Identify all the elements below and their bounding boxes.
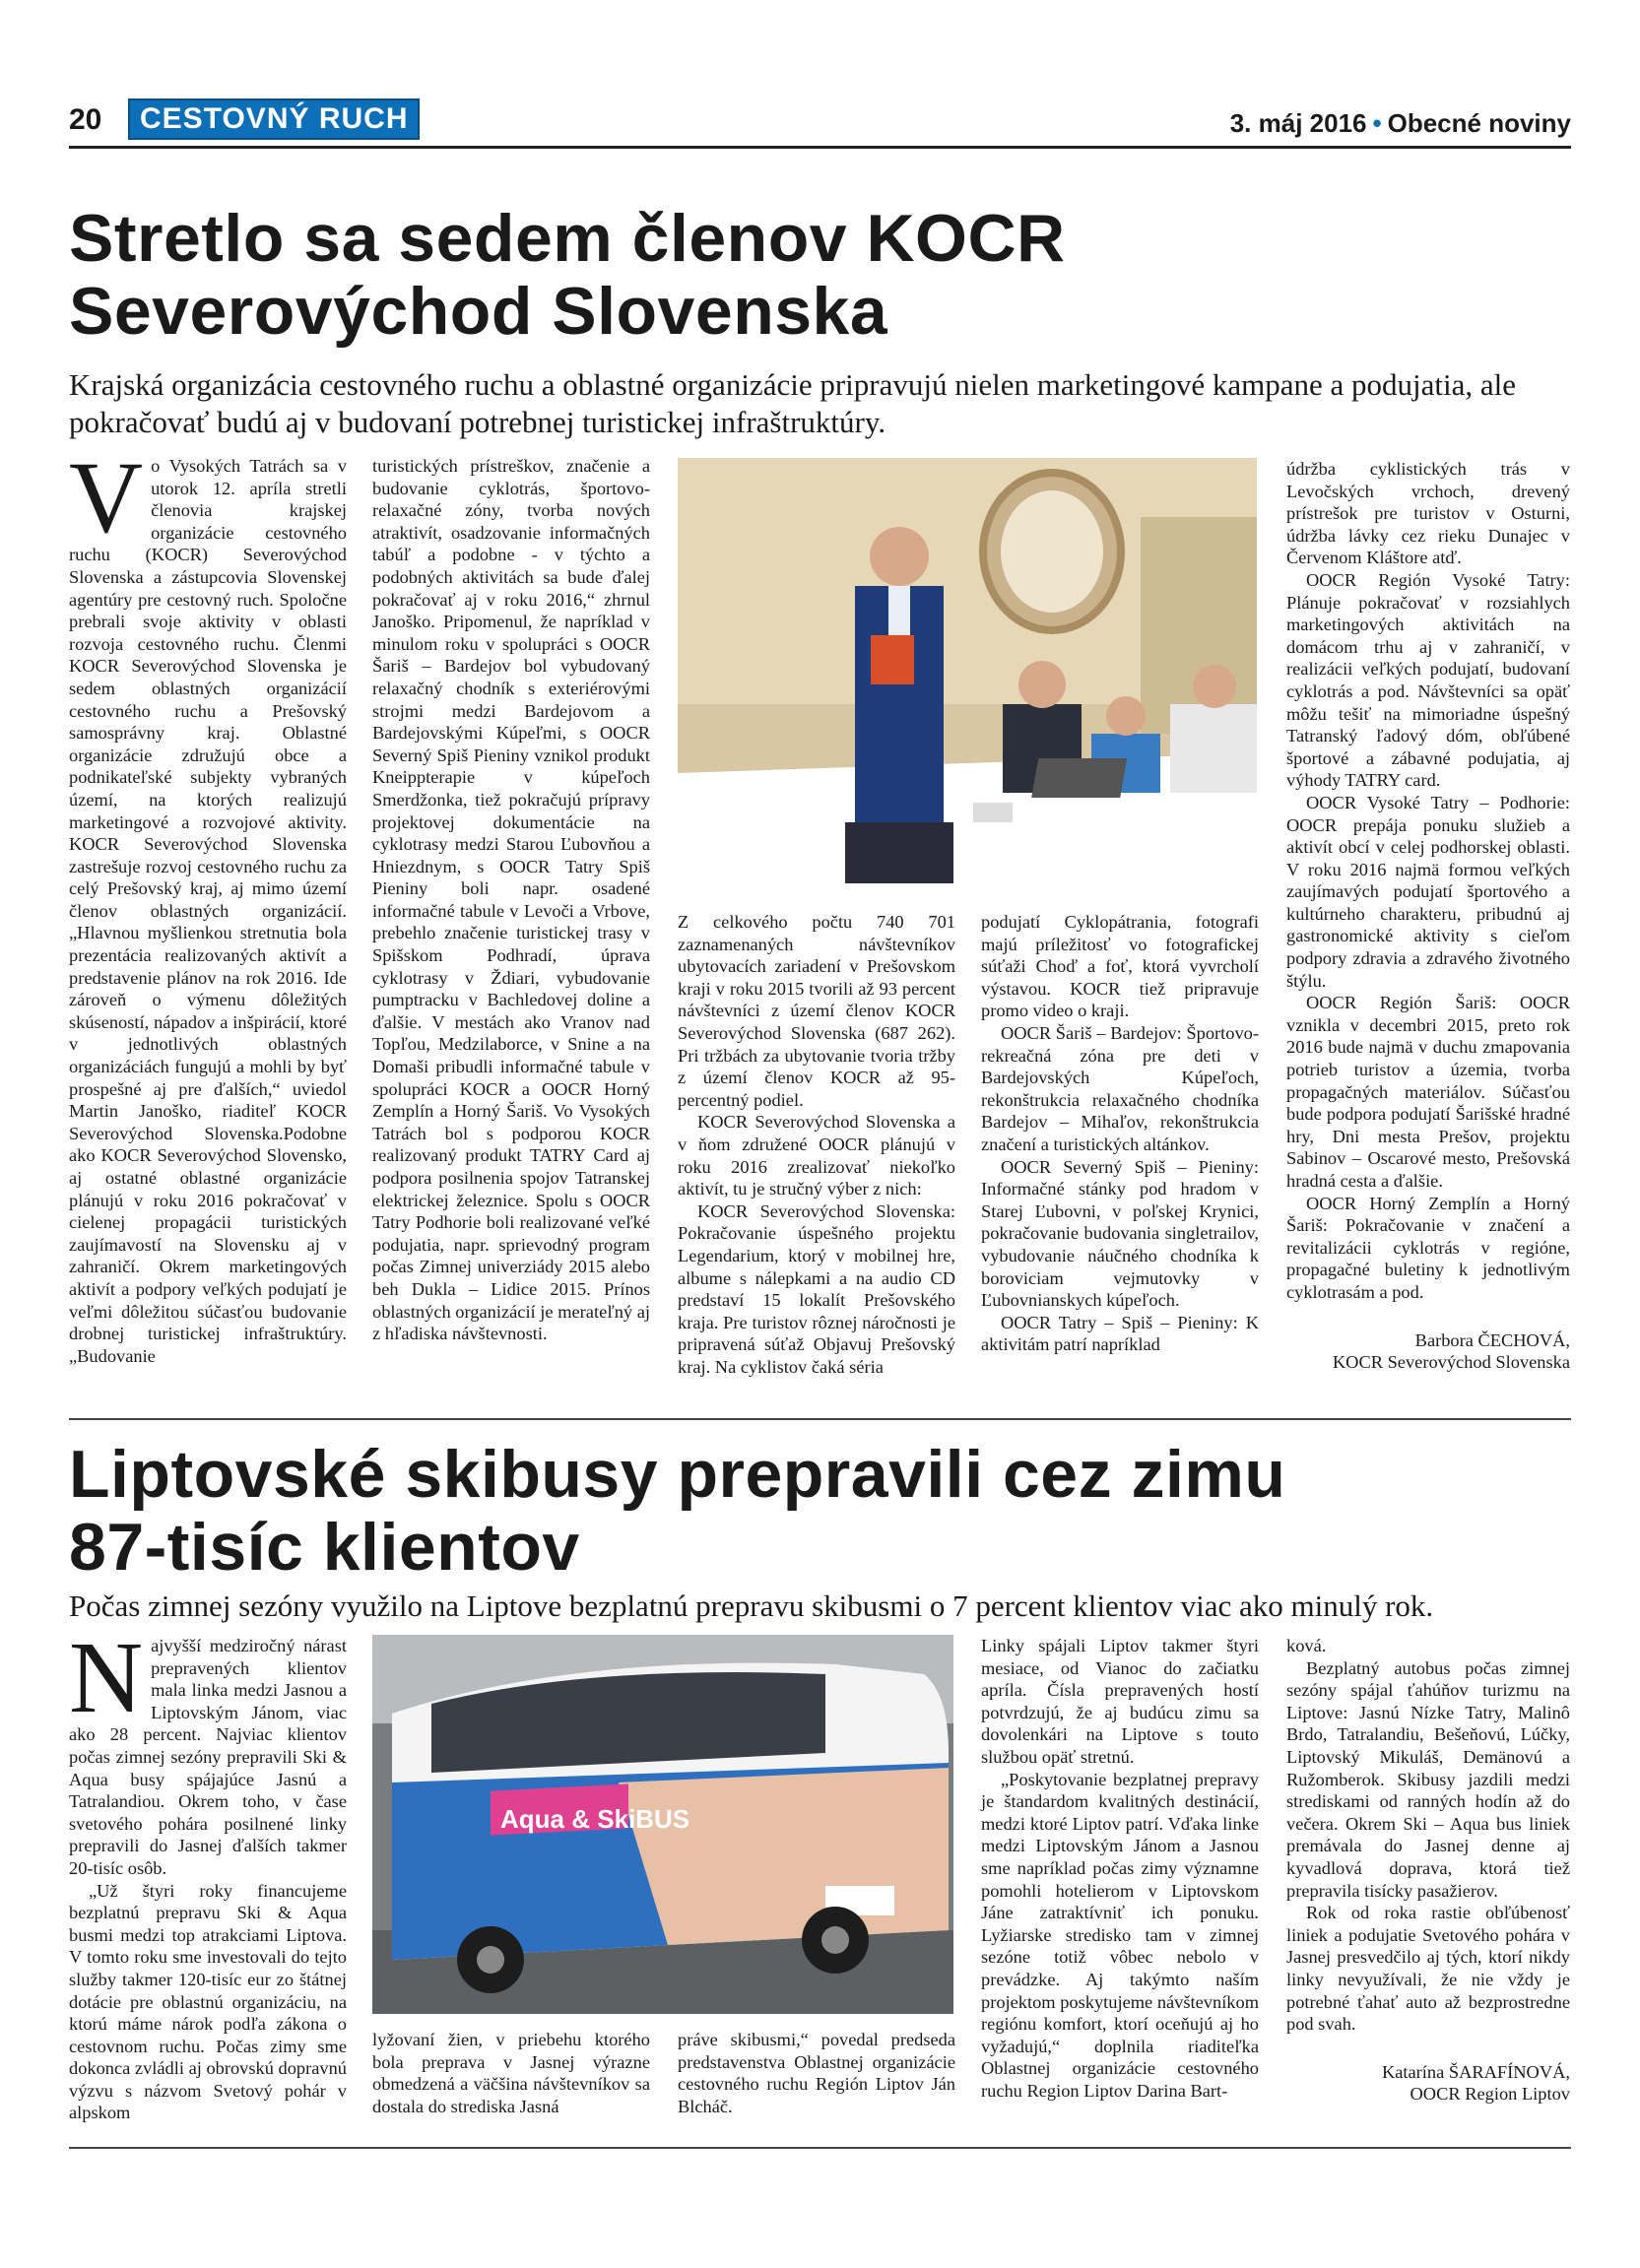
skibus-photo (372, 1635, 953, 2014)
dateline (1230, 108, 1571, 139)
paragraph: KOCR Severovýchod Slovenska: Pokračovanie úspešného projektu Legendarium, ktorý v mobilnej hre, albume s nálepkami a na audio CD predstaví 15 lokalít Prešovského kraja. Pre turistov rôznej náročnosti je pripravená súťaž Objavuj Prešovský kraj. Na cyklistov čaká séria (678, 1200, 955, 1377)
paragraph: OOCR Región Vysoké Tatry: Plánuje pokračovať v rozsiahlych marketingových aktivitách na domácom trhu aj v zahraničí, v realizácii veľkých podujatí, budovaní cyklotrás a pod. Návštevníci sa opäť môžu tešiť na mimoriadne úspešný Tatranský ľadový dóm, obľúbené športové a zábavné podujatia, aj výhody TATRY card. (1286, 569, 1570, 791)
paragraph: „Poskytovanie bezplatnej prepravy je štandardom kvalitných destinácií, medzi ktoré Liptov patrí. Vďaka linke medzi Liptovským Jánom a Jasnou sme napríklad počas zimy významne pomohli hotelierom v Liptovskom Jáne zatraktívniť ich ponuku. Lyžiarske stredisko tam v zimnej sezóne totiž vôbec nebolo v prevádzke. Aj takýmto naším projektom poskytujeme návštevníkom regiónu komfort, ktorí oceňujú aj ho vyžadujú,“ doplnila riaditeľka Oblastnej organizácie cestovného ruchu Region Liptov Darina Bart- (981, 1769, 1259, 2101)
header-rule (69, 146, 1571, 149)
article1-lead: Krajská organizácia cestovného ruchu a oblastné organizácie pripravujú nielen marketingové kampane a podujatia, ale pokračovať budú aj v budovaní potrebnej turistickej infraštruktúry. (69, 367, 1517, 439)
article1-headline (69, 202, 1571, 348)
issue-date: 3. máj 2016 (1229, 108, 1367, 138)
article2-headline (69, 1438, 1571, 1584)
paragraph: podujatí Cyklopátrania, fotografi majú príležitosť vo fotografickej súťaži Choď a foť, ktorá vyvrcholí výstavou. KOCR tiež pripravuje promo video o kraji. (981, 912, 1259, 1021)
meeting-illustration (678, 458, 1257, 883)
article1-column-5 (1286, 458, 1570, 1374)
column-paragraphs (678, 911, 955, 1378)
article1-author: Barbora ČECHOVÁ, (1414, 1329, 1570, 1350)
paragraph: OOCR Vysoké Tatry – Podhorie: OOCR prepája ponuku služieb a aktivít obcí v celej podhorskej oblasti. V roku 2016 najmä formou veľkých zaujímavých podujatí športového a kultúrneho charakteru, pribudnú aj gastronomické aktivity s cieľom podpory zdravia a zdravého životného štýlu. (1286, 792, 1570, 991)
column-text: o Vysokých Tatrách sa v utorok 12. apríla stretli členovia krajskej organizácie cestovného ruchu (KOCR) Severovýchod Slovenska a zástupcovia Slovenskej agentúry pre cestovný ruch. Spoločne prebrali svoje aktivity v oblasti rozvoja cestovného ruchu. Členmi KOCR Severovýchod Slovenska je sedem oblastných organizácií cestovného ruchu a Prešovský samosprávny kraj. Oblastné organizácie združujú obce a podnikateľské subjekty vybraných území, na ktorých realizujú marketingové a rozvojové aktivity. KOCR Severovýchod Slovenska zastrešuje rozvoj cestovného ruchu za celý Prešovský kraj, aj mimo území členov oblastných organizácií. „Hlavnou myšlienkou stretnutia bola prezentácia realizovaných aktivít a predstavenie plánov na rok 2016. Ide zároveň o výmenu dôležitých skúseností, nápadov a inšpirácií, ktoré v jednotlivých oblastných organizáciách fungujú a mohli by byť prospešné aj pre ďalších,“ uviedol Martin Janoško, riaditeľ KOCR Severovýchod Slovenska.Podobne ako KOCR Severovýchod Slovensko, aj ostatné oblastné organizácie plánujú v roku 2016 pokračovať v cielenej propagácii turistických zaujímavostí na Slovensku aj v zahraničí. Okrem marketingových aktivít a podpory veľkých podujatí je veľmi dôležitou súčasťou budovanie drobnej turistickej infraštruktúry. „Budovanie (69, 456, 347, 1366)
article1-column-1 (69, 441, 347, 1367)
article2-author-org: OOCR Region Liptov (1410, 2084, 1570, 2105)
article2-column-1 (69, 1621, 347, 2124)
dropcap: N (69, 1621, 144, 1734)
article2-author: Katarína ŠARAFÍNOVÁ, (1381, 2061, 1570, 2082)
paragraph: OOCR Región Šariš: OOCR vznikla v decembri 2015, preto rok 2016 bude najmä v duchu zmapovania potrieb turistov a územia, tvorba propagačných materiálov. Súčasťou bude podpora podujatí Šarišské hradné hry, Dni mesta Prešov, projektu Sabinov – Oscarové mesto, Prešovská hradná cesta a ďalšie. (1286, 993, 1570, 1191)
article2-column-4 (981, 1635, 1259, 2102)
meeting-photo (678, 458, 1257, 883)
paragraph: Bezplatný autobus počas zimnej sezóny spájal ťahúňov turizmu na Liptove: Jasnú Nízke Tatry, Malinô Brdo, Tatralandiu, Bešeňovú, Lúčky, Liptovský Mikuláš, Demänovú a Ružomberok. Skibusy jazdili medzi strediskami od ranných hodín až do večera. Okrem Ski – Aqua bus liniek premávala do Jasnej denne aj kyvadlová doprava, ktorá tiež prepravila tisícky pasažierov. (1286, 1657, 1570, 1901)
article2-lead: Počas zimnej sezóny využilo na Liptove bezplatnú prepravu skibusmi o 7 percent klientov viac ako minulý rok. (69, 1588, 1434, 1623)
paragraph: OOCR Šariš – Bardejov: Športovo-rekreačná zóna pre deti v Bardejovských Kúpeľoch, rekonštrukcia relaxačného chodníka Bardejov – Mihaľov, rekonštrukcia značení a turistických altánkov. (981, 1022, 1259, 1154)
paragraph: Z celkového počtu 740 701 zaznamenaných návštevníkov ubytovacích zariadení v Prešovskom kraji v roku 2015 tvorili až 93 percent návštevníci z území členov KOCR Severovýchod Slovenska (687 262). Pri tržbách za ubytovanie tvoria tržby z území členov KOCR až 95-percentný podiel. (678, 912, 955, 1110)
paragraph: OOCR Severný Spiš – Pieniny: Informačné stánky pod hradom v Starej Ľubovni, v poľskej Krynici, pokračovanie budovania singletrailov, vybudovanie náučného chodníka k boroviciam vejmutovky v Ľubovnianskych kúpeľoch. (981, 1156, 1259, 1311)
page-number: 20 (69, 103, 102, 136)
article1-author-org: KOCR Severovýchod Slovenska (1332, 1352, 1570, 1373)
headline-line: Severovýchod Slovenska (69, 274, 888, 349)
paragraph: Rok od roka rastie obľúbenosť liniek a podujatie Svetového pohára v Jasnej presvedčilo aj tých, ktorí nikdy linky nevyužívali, že nie vždy je potrebné ťahať auto až bezprostredne pod svah. (1286, 1903, 1570, 2035)
skibus-illustration (372, 1635, 953, 2014)
publication-name: Obecné noviny (1387, 108, 1571, 138)
article2-column-2: lyžovaní žien, v priebehu ktorého bola preprava v Jasnej výrazne obmedzená a väčšina návštevníkov sa dostala do strediska Jasná (372, 2030, 650, 2116)
article1-column-2: turistických prístreškov, značenie a budovanie cyklotrás, športovo-relaxačné zóny, tvorba nových atraktivít, osadzovanie informačných tabúľ a podobne - v týchto a podobných aktivitách sa bude ďalej pokračovať aj v roku 2016,“ zhrnul Janoško. Pripomenul, že napríklad v minulom roku v spolupráci s OOCR Šariš – Bardejov bol vybudovaný relaxačný chodník s exteriérovými strojmi medzi Bardejovom a Bardejovskými Kúpeľmi, s OOCR Severný Spiš Pieniny vznikol produkt Kneippterapie v kúpeľoch Smerdžonka, tiež pokračujú prípravy projektovej dokumentácie na cyklotrasy medzi Starou Ľubovňou a Hniezdnym, s OOCR Tatry Spiš Pieniny boli napr. osadené informačné tabule v Levoči a Vrbove, prebehlo značenie turistickej trasy v Spišskom Podhradí, úprava cyklotrasy v Ždiari, vybudovanie pumptracku v Bachledovej doline a ďalšie. V mestách ako Vranov nad Topľou, Medzilaborce, v Snine a na Domaši pribudli informačné tabule v spolupráci KOCR a OOCR Horný Zemplín a Horný Šariš. Vo Vysokých Tatrách bol s podporou KOCR realizovaný produkt TATRY Card aj podpora posilnenia spojov Tatranskej elektrickej železnice. Spolu s OOCR Tatry Podhorie boli realizované veľké podujatia, napr. sprievodný program počas Zimnej univerziády 2015 alebo beh Dukla – Lidice 2015. Prínos oblastných organizácií je merateľný aj z hľadiska návštevnosti. (372, 456, 650, 1344)
headline-line: Liptovské skibusy prepravili cez zimu (69, 1437, 1286, 1512)
paragraph: ková. (1286, 1636, 1327, 1655)
bullet-separator: • (1372, 108, 1382, 138)
article2-column-3: práve skibusmi,“ povedal predseda predstavenstva Oblastnej organizácie cestovného ruchu Región Liptov Ján Blcháč. (678, 2030, 955, 2116)
section-label: CESTOVNÝ RUCH (128, 98, 420, 140)
paragraph: Linky spájali Liptov takmer štyri mesiace, od Vianoc do začiatku apríla. Čísla prepravených hostí potvrdzujú, že aj budúcu zimu sa dovolenkári na Liptove s touto službou opäť stretnú. (981, 1636, 1259, 1767)
paragraph: údržba cyklistických trás v Levočských vrchoch, drevený prístrešok pre turistov v Osturni, údržba lávky cez rieku Dunajec v Červenom Kláštore atď. (1286, 459, 1570, 568)
paragraph: „Už štyri roky financujeme bezplatnú prepravu Ski & Aqua busmi medzi top atrakciami Liptova. V tomto roku sme investovali do tejto služby takmer 120-tisíc eur zo štátnej dotácie pre oblastnú organizáciu, na ktorú máme nárok podľa zákona o cestovnom ruchu. Počas zimy sme dokonca zvládli aj obrovskú dopravnú výzvu s názvom Svetový pohár v alpskom (69, 1880, 347, 2123)
dropcap: V (69, 441, 144, 554)
article1-column-4 (981, 911, 1259, 1356)
article2-column-5 (1286, 1635, 1570, 2106)
article-divider (69, 1418, 1571, 1420)
paragraph: OOCR Horný Zemplín a Horný Šariš: Pokračovanie v značení a revitalizácii cyklotrás v regióne, propagačné buletiny k jednotlivým cyklotrasám a pod. (1286, 1193, 1570, 1302)
paragraph: OOCR Tatry – Spiš – Pieniny: K aktivitám patrí napríklad (981, 1312, 1259, 1355)
column-paragraphs (981, 911, 1259, 1356)
headline-line: Stretlo sa sedem členov KOCR (69, 201, 1066, 276)
column-paragraphs (1286, 1635, 1570, 2036)
article1-column-3 (678, 911, 955, 1378)
column-paragraphs (981, 1635, 1259, 2102)
column-paragraphs (1286, 458, 1570, 1304)
paragraph: ajvyšší medziročný nárast prepravených klientov mala linka medzi Jasnou a Liptovským Jánom, viac ako 28 percent. Najviac klientov počas zimnej sezóny prepravili Ski & Aqua busy spájajúce Jasnú a Tatralandiou. Okrem toho, v čase svetového pohára posilnené linky prepravili do Jasnej ďalších takmer 20-tisíc osôb. (69, 1636, 347, 1878)
bottom-rule (69, 2147, 1571, 2149)
paragraph: KOCR Severovýchod Slovenska a v ňom združené OOCR plánujú v roku 2016 zrealizovať niekoľko aktivít, tu je stručný výber z nich: (678, 1112, 955, 1199)
headline-line: 87-tisíc klientov (69, 1510, 580, 1585)
bus-livery-text: Aqua & SkiBUS (500, 1804, 690, 1834)
